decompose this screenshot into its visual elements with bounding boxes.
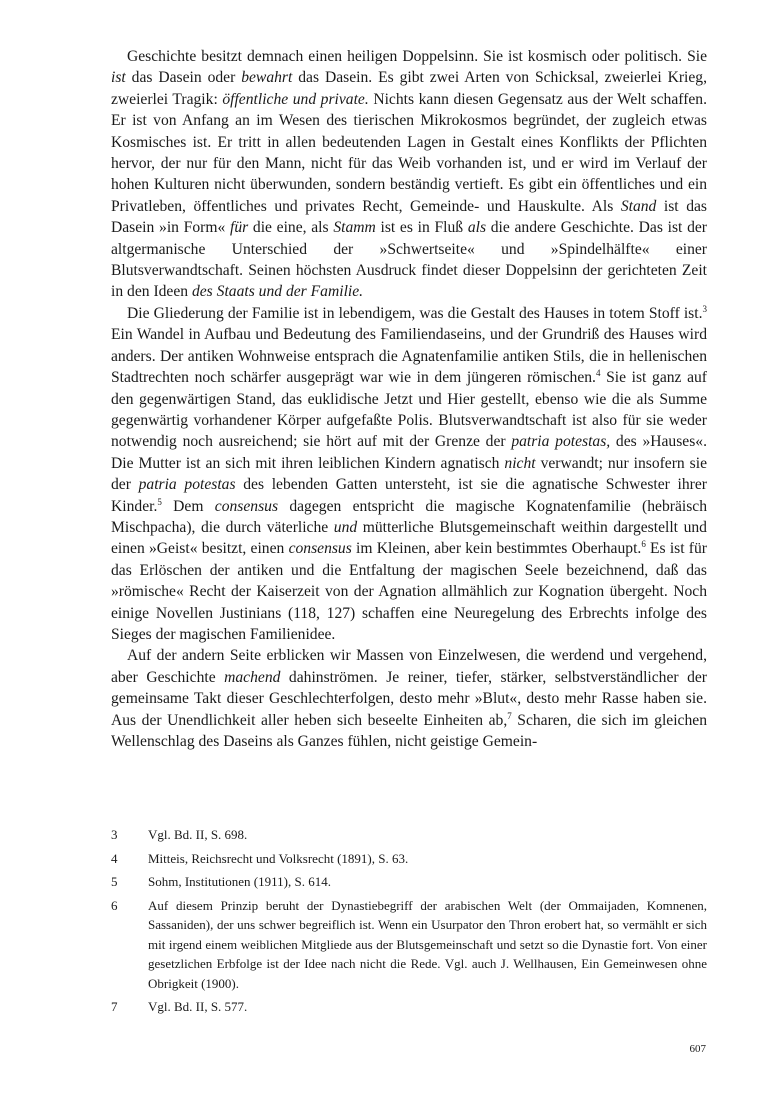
text-run: im Kleinen, aber kein bestimmtes Oberhaupt.	[351, 540, 642, 558]
footnote-ref: 6	[641, 539, 646, 550]
text-run: dahinströmen. Je reiner, tiefer, stärker, selbstverständlicher der gemeinsame Takt dieser Geschlechterfolgen, desto mehr »Blut«, desto mehr Rasse haben sie. Aus der Unendlichkeit aller heben sich beseelte Einheiten ab,	[111, 668, 707, 729]
text-run: ist es in Fluß	[375, 219, 468, 237]
text-run: mütterliche Blutsgemeinschaft weithin dargestellt und einen »Geist« besitzt, einen	[111, 518, 707, 558]
footnote-text: Auf diesem Prinzip beruht der Dynastiebegriff der arabischen Welt (der Ommaijaden, Komnenen, Sassaniden), der uns schwer begreiflich ist. Wenn ein Usurpator den Thron erobert hat, so vermählt er sich mit irgend einem weiblichen Mitgliede aus der Blutsgemeinschaft und setzt so die Dynastie fort. Von einer gesetzlichen Erbfolge ist der Idee nach nicht die Rede. Vgl. auch J. Wellhausen, Ein Gemeinwesen ohne Obrigkeit (1900).	[148, 897, 707, 991]
emphasis-text: machend	[224, 668, 281, 686]
main-text	[111, 46, 707, 752]
page-number: 607	[689, 1043, 706, 1055]
text-run: Geschichte besitzt demnach einen heiligen Doppelsinn. Sie ist kosmisch oder politisch. Sie	[127, 48, 707, 65]
footnote	[111, 997, 707, 1017]
paragraph	[111, 46, 707, 303]
emphasis-text: des Staats und der Familie.	[191, 283, 364, 301]
footnote-ref: 4	[595, 368, 601, 379]
text-run: des »Hauses«. Die Mutter ist an sich mit ihren leiblichen Kindern agnatisch	[111, 433, 707, 472]
paragraph	[111, 303, 707, 646]
footnote-text: Sohm, Institutionen (1911), S. 614.	[148, 874, 331, 889]
emphasis-text: consensus	[214, 497, 279, 515]
footnote-text: Vgl. Bd. II, S. 577.	[148, 999, 248, 1014]
paragraph	[111, 645, 707, 752]
footnote-text: Vgl. Bd. II, S. 698.	[148, 827, 248, 842]
emphasis-text: patria potestas	[138, 476, 236, 494]
footnote	[111, 896, 707, 994]
text-run: Scharen, die sich im gleichen Wellenschlag des Daseins als Ganzes fühlen, nicht geistige Gemein-	[111, 711, 707, 750]
footnote-number: 4	[111, 850, 118, 866]
emphasis-text: consensus	[288, 540, 352, 558]
text-run: die andere Geschichte. Das ist der altgermanische Unterschied der »Schwertseite« und »Spindelhälfte« einer Blutsverwandtschaft. Seinen höchsten Ausdruck findet dieser Doppelsinn der gerichteten Zeit in den Ideen	[111, 219, 707, 301]
footnote-number: 5	[111, 874, 118, 889]
footnote-number: 7	[111, 999, 118, 1014]
footnote	[111, 849, 707, 869]
footnote-ref: 7	[507, 710, 512, 721]
footnote-number: 6	[111, 897, 118, 913]
text-run: Die Gliederung der Familie ist in lebendigem, was die Gestalt des Hauses in totem Stoff ist.	[127, 304, 703, 322]
footnotes	[111, 825, 707, 1021]
emphasis-text: öffentliche und private.	[222, 90, 369, 108]
emphasis-text: Stamm	[333, 219, 376, 237]
text-run: dagegen entspricht die magische Kognatenfamilie (hebräisch Mischpacha), die durch väterliche	[111, 497, 708, 536]
footnote-text: Mitteis, Reichsrecht und Volksrecht (1891), S. 63.	[148, 850, 409, 866]
text-run: Dem	[161, 497, 215, 515]
text-run: das Dasein. Es gibt zwei Arten von Schicksal, zweierlei Krieg, zweierlei Tragik:	[111, 69, 708, 108]
text-run: Nichts kann diesen Gegensatz aus der Welt schaffen. Er ist von Anfang an im Wesen des tierischen Mikrokosmos begründet, der zugleich etwas Kosmisches ist. Er tritt in allen bedeutenden Lagen in Gestalt eines Konflikts der Pflichten hervor, der nur für den Mann, nicht für das Weib vorhanden ist, und er wird im Verlauf der hohen Kulturen nicht überwunden, sondern beständig vertieft. Es gibt ein öffentliches und ein Privatleben, öffentliches und privates Recht, Gemeinde- und Hauskulte. Als	[111, 90, 707, 215]
emphasis-text: für	[229, 219, 249, 237]
text-run: Ein Wandel in Aufbau und Bedeutung des Familiendaseins, und der Grundriß des Hauses wird anders. Der antiken Wohnweise entsprach die Agnatenfamilie antiken Stils, die in hellenischen Stadtrechten noch schärfer ausgeprägt war wie in dem jüngeren römischen.	[111, 326, 707, 387]
text-run: Auf der andern Seite erblicken wir Massen von Einzelwesen, die werdend und vergehend, aber Geschichte	[111, 647, 707, 686]
footnote-ref: 3	[702, 303, 707, 314]
footnote-ref: 5	[157, 496, 162, 507]
text-run: ist das Dasein »in Form«	[111, 197, 707, 237]
text-run: Es ist für das Erlöschen der antiken und die Entfaltung der magischen Seele bezeichnend, daß das »römische« Recht der Kaiserzeit von der Agnation allmählich zur Kognation übergeht. Noch einige Novellen Justinians (118, 127) schaffen eine Neuregelung des Erbrechts infolge des Sieges der magischen Familienidee.	[111, 540, 707, 643]
emphasis-text: bewahrt	[241, 69, 293, 87]
footnote	[111, 872, 707, 892]
emphasis-text: als	[467, 219, 487, 237]
emphasis-text: nicht	[504, 454, 536, 472]
emphasis-text: ist	[111, 69, 126, 87]
text-run: die eine, als	[248, 219, 334, 237]
text-run: des lebenden Gatten untersteht, ist sie die agnatische Schwester ihrer Kinder.	[111, 476, 707, 515]
footnote-number: 3	[111, 827, 118, 842]
text-run: Sie ist ganz auf den gegenwärtigen Stand, das euklidische Jetzt und Hier gestellt, ebenso wie die als Summe gegenwärtig vorhandener Körper aufgefaßte Polis. Blutsverwandtschaft ist also für sie weder notwendig noch ausreichend; sie hört auf mit der Grenze der	[111, 369, 707, 451]
emphasis-text: und	[333, 518, 358, 536]
emphasis-text: patria potestas,	[511, 433, 611, 451]
emphasis-text: Stand	[620, 197, 657, 215]
text-run: verwandt; nur insofern sie der	[111, 454, 707, 494]
footnote	[111, 825, 707, 845]
text-run: das Dasein oder	[125, 69, 242, 87]
